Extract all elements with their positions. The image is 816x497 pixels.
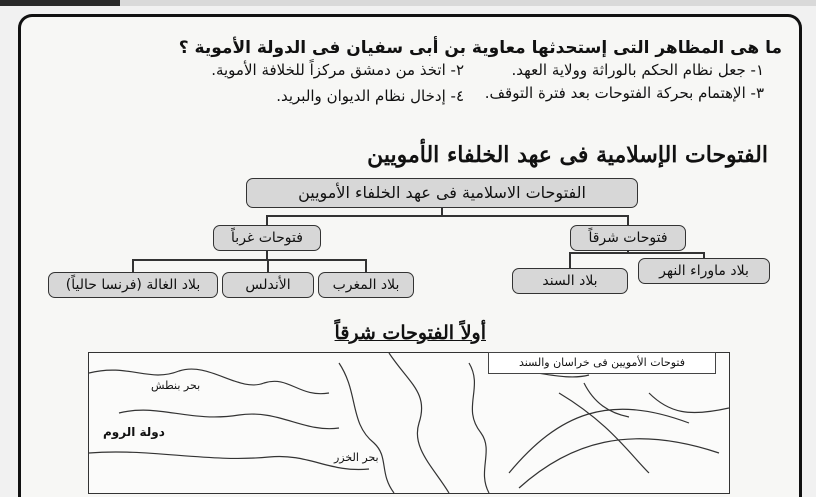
diagram-leaf-transoxiana: بلاد ماوراء النهر bbox=[638, 258, 770, 284]
diagram-leaf-andalus: الأندلس bbox=[222, 272, 314, 298]
diagram-west-box: فتوحات غرباً bbox=[213, 225, 321, 251]
diagram-leaf-sind: بلاد السند bbox=[512, 268, 628, 294]
subsection-title: أولاً الفتوحات شرقاً bbox=[334, 322, 486, 344]
map-label-black-sea: بحر بنطش bbox=[151, 379, 201, 392]
connector-east-horizontal bbox=[569, 252, 705, 254]
connector-west-leaf-2 bbox=[267, 259, 269, 272]
map-label-caspian: بحر الخزر bbox=[334, 451, 379, 464]
answer-3: ٣- الإهتمام بحركة الفتوحات بعد فترة التوقف. bbox=[484, 84, 764, 102]
connector-west-leaf-1 bbox=[365, 259, 367, 272]
connector-east-leaf-1 bbox=[569, 252, 571, 268]
map-caption: فتوحات الأمويين فى خراسان والسند bbox=[488, 352, 716, 374]
answer-1: ١- جعل نظام الحكم بالوراثة وولاية العهد. bbox=[511, 61, 764, 79]
map-drawing bbox=[89, 353, 729, 493]
diagram-east-box: فتوحات شرقاً bbox=[570, 225, 686, 251]
connector-west-horizontal bbox=[132, 259, 367, 261]
map-label-rome: دولة الروم bbox=[103, 425, 165, 439]
connector-east-up bbox=[627, 215, 629, 225]
question-text: ما هى المظاهر التى إستحدثها معاوية بن أبى سفيان فى الدولة الأموية ؟ bbox=[178, 38, 782, 58]
diagram-leaf-gaul: بلاد الغالة (فرنسا حالياً) bbox=[48, 272, 218, 298]
connector-top-horizontal bbox=[266, 215, 629, 217]
answer-2: ٢- اتخذ من دمشق مركزاً للخلافة الأموية. bbox=[211, 61, 464, 79]
section-title: الفتوحات الإسلامية فى عهد الخلفاء الأمويين bbox=[367, 142, 768, 168]
diagram-leaf-maghreb: بلاد المغرب bbox=[318, 272, 414, 298]
answer-4: ٤- إدخال نظام الديوان والبريد. bbox=[276, 87, 464, 105]
screen-top-edge-light bbox=[120, 0, 816, 6]
diagram-root-box: الفتوحات الاسلامية فى عهد الخلفاء الأمويين bbox=[246, 178, 638, 208]
connector-west-leaf-3 bbox=[132, 259, 134, 272]
connector-west-up bbox=[266, 215, 268, 225]
